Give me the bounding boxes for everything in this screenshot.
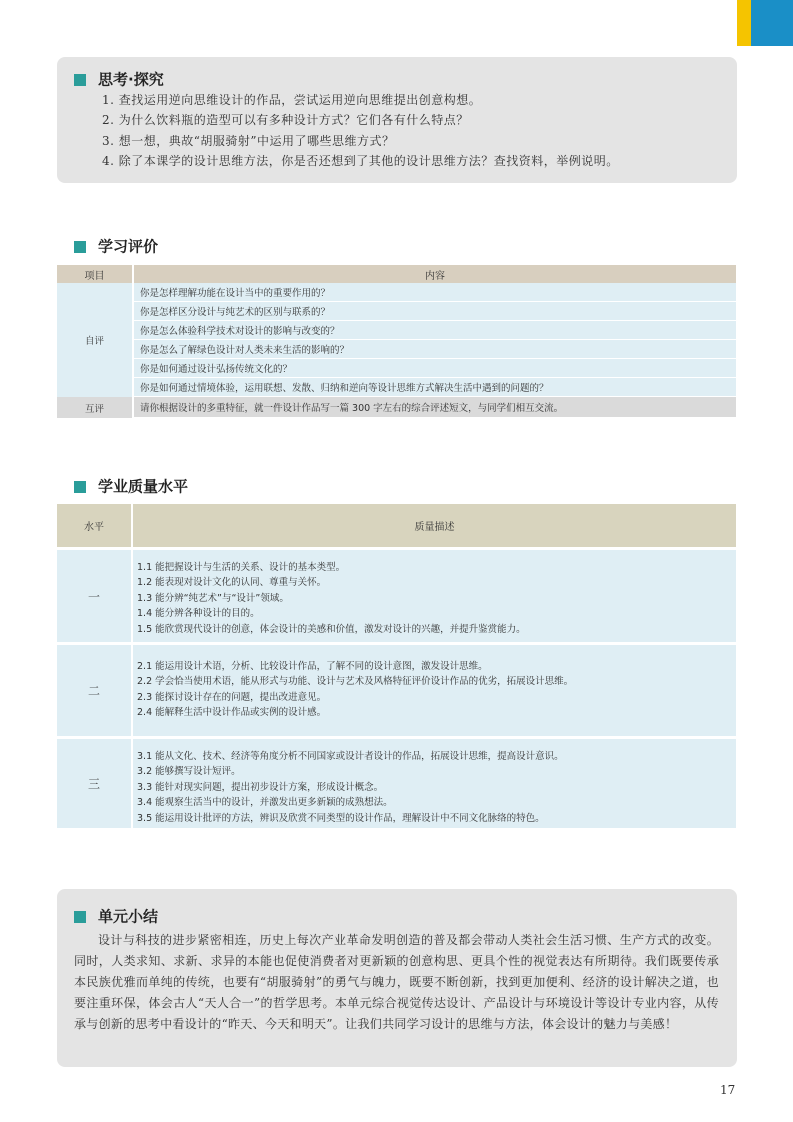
table-row bbox=[57, 642, 736, 736]
self-evaluation-item: 你是如何通过设计弘扬传统文化的？ bbox=[134, 359, 736, 378]
self-evaluation-label: 自评 bbox=[57, 283, 134, 397]
page-number: 17 bbox=[720, 1083, 736, 1097]
quality-item: 1.2 能表现对设计文化的认同、尊重与关怀。 bbox=[137, 577, 327, 589]
corner-decoration-yellow bbox=[737, 0, 751, 46]
table-row bbox=[57, 321, 736, 340]
evaluation-table bbox=[57, 265, 736, 418]
self-evaluation-item: 你是怎样区分设计与纯艺术的区别与联系的？ bbox=[134, 302, 736, 321]
quality-item: 1.4 能分辨各种设计的目的。 bbox=[137, 608, 260, 620]
quality-item: 3.4 能观察生活当中的设计，并激发出更多新颖的成熟想法。 bbox=[137, 797, 393, 809]
unit-summary-title: 单元小结 bbox=[98, 907, 159, 926]
section-square-icon bbox=[74, 911, 86, 923]
quality-item: 2.1 能运用设计术语，分析、比较设计作品，了解不同的设计意图，激发设计思维。 bbox=[137, 661, 488, 672]
table-row bbox=[57, 397, 736, 418]
unit-summary-text: 设计与科技的进步紧密相连，历史上每次产业革命发明创造的普及都会带动人类社会生活习惯、生产方式的改变。同时，人类求知、求新、求异的本能也促使消费者对更新颖的创意构思、更具个性的视觉表达有所期待。我们既要传承本民族优雅而单纯的传统，也要有“胡服骑射”的勇气与魄力，既要不断创新，找到更加便利、经济的设计解决之道，也要注重环保，体会古人“天人合一”的哲学思考。本单元综合视觉传达设计、产品设计与环境设计等设计专业内容，从传承与创新的思考中看设计的“昨天、今天和明天”。让我们共同学习设计的思维与方法，体会设计的魅力与美感！ bbox=[74, 932, 719, 1031]
quality-item: 2.3 能探讨设计存在的问题，提出改进意见。 bbox=[137, 691, 327, 703]
unit-summary-box bbox=[57, 889, 737, 1067]
quality-level-label: 一 bbox=[57, 547, 133, 642]
section-square-icon bbox=[74, 74, 86, 86]
quality-item: 1.1 能把握设计与生活的关系、设计的基本类型。 bbox=[137, 562, 346, 573]
quality-level-label: 二 bbox=[57, 642, 133, 736]
quality-title: 学业质量水平 bbox=[98, 477, 189, 496]
think-question-3: 3. 想一想，典故“胡服骑射”中运用了哪些思维方式？ bbox=[102, 133, 395, 148]
quality-header-row bbox=[57, 504, 736, 547]
table-row bbox=[57, 736, 736, 828]
quality-level-items bbox=[133, 547, 736, 642]
quality-table bbox=[57, 504, 736, 828]
think-question-1: 1. 查找运用逆向思维设计的作品，尝试运用逆向思维提出创意构想。 bbox=[102, 92, 482, 107]
table-row bbox=[57, 340, 736, 359]
quality-header-description: 质量描述 bbox=[133, 504, 736, 547]
table-row bbox=[57, 547, 736, 642]
evaluation-header-content: 内容 bbox=[134, 265, 736, 283]
peer-evaluation-text: 请你根据设计的多重特征，就一件设计作品写一篇 300 字左右的综合评述短文，与同学们相互交流。 bbox=[134, 397, 736, 418]
unit-summary-heading bbox=[74, 906, 719, 927]
quality-heading bbox=[74, 476, 188, 497]
quality-item: 2.2 学会恰当使用术语，能从形式与功能、设计与艺术及风格特征评价设计作品的优劣，拓展设计思维。 bbox=[137, 676, 574, 688]
section-square-icon bbox=[74, 481, 86, 493]
think-question-4: 4. 除了本课学的设计思维方法，你是否还想到了其他的设计思维方法？查找资料，举例说明。 bbox=[102, 154, 619, 168]
quality-level-items bbox=[133, 736, 736, 828]
corner-decoration-blue bbox=[751, 0, 793, 46]
self-evaluation-item: 你是怎么体验科学技术对设计的影响与改变的？ bbox=[134, 321, 736, 340]
quality-level-label: 三 bbox=[57, 736, 133, 828]
quality-item: 3.2 能够撰写设计短评。 bbox=[137, 766, 241, 778]
think-explore-box bbox=[57, 57, 737, 183]
table-row bbox=[57, 302, 736, 321]
peer-evaluation-label: 互评 bbox=[57, 397, 134, 418]
quality-item: 1.3 能分辨“纯艺术”与“设计”领域。 bbox=[137, 592, 289, 604]
quality-item: 3.5 能运用设计批评的方法，辨识及欣赏不同类型的设计作品，理解设计中不同文化脉络的特色。 bbox=[137, 812, 545, 824]
self-evaluation-item: 你是如何通过情境体验，运用联想、发散、归纳和逆向等设计思维方式解决生活中遇到的问题的？ bbox=[134, 378, 736, 397]
table-row bbox=[57, 378, 736, 397]
table-row bbox=[57, 359, 736, 378]
quality-level-items bbox=[133, 642, 736, 736]
think-explore-title: 思考·探究 bbox=[98, 70, 164, 89]
evaluation-header-item: 项目 bbox=[57, 265, 134, 283]
quality-item: 3.3 能针对现实问题，提出初步设计方案，形成设计概念。 bbox=[137, 781, 384, 793]
quality-header-level: 水平 bbox=[57, 504, 133, 547]
think-explore-heading bbox=[74, 69, 719, 90]
quality-item: 3.1 能从文化、技术、经济等角度分析不同国家或设计者设计的作品，拓展设计思维，提高设计意识。 bbox=[137, 751, 564, 762]
table-row bbox=[57, 283, 736, 302]
evaluation-title: 学习评价 bbox=[98, 237, 159, 256]
think-question-2: 2. 为什么饮料瓶的造型可以有多种设计方式？它们各有什么特点？ bbox=[102, 113, 469, 127]
quality-item: 2.4 能解释生活中设计作品或实例的设计感。 bbox=[137, 707, 327, 719]
quality-item: 1.5 能欣赏现代设计的创意，体会设计的美感和价值，激发对设计的兴趣，并提升鉴赏能力。 bbox=[137, 623, 526, 635]
self-evaluation-item: 你是怎么了解绿色设计对人类未来生活的影响的？ bbox=[134, 340, 736, 359]
evaluation-header-row bbox=[57, 265, 736, 283]
evaluation-heading bbox=[74, 236, 158, 257]
self-evaluation-item: 你是怎样理解功能在设计当中的重要作用的？ bbox=[134, 283, 736, 302]
section-square-icon bbox=[74, 241, 86, 253]
